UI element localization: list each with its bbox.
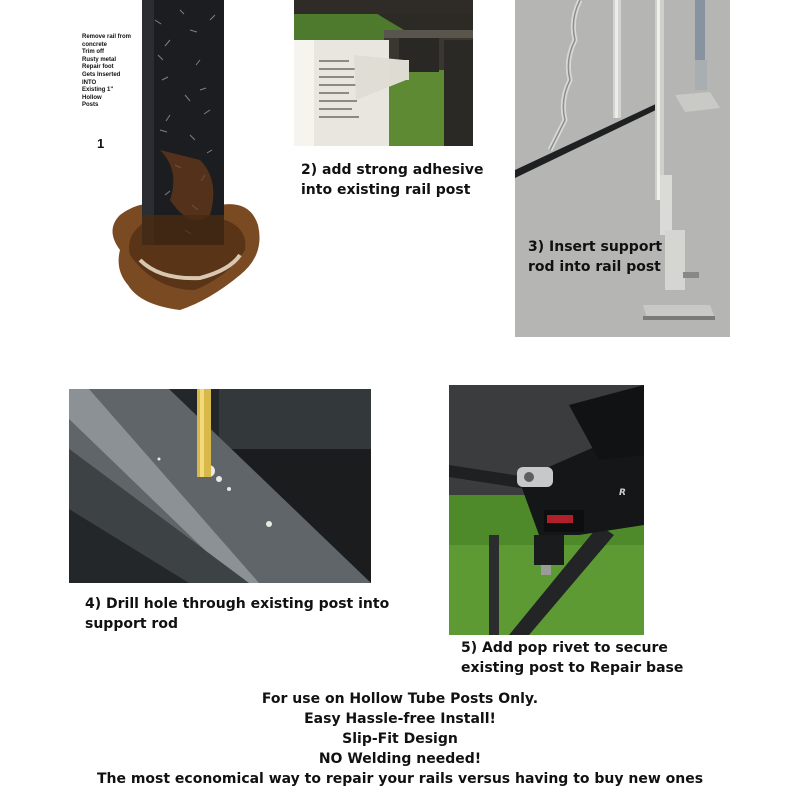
step4-caption-line: support rod xyxy=(85,616,178,632)
step1-note-line: concrete xyxy=(82,41,108,48)
svg-text:R: R xyxy=(619,488,626,498)
step5-caption-line: existing post to Repair base xyxy=(461,660,684,676)
feature-line: The most economical way to repair your rails versus having to buy new ones xyxy=(96,771,704,787)
drill-photo xyxy=(69,389,371,583)
feature-line: NO Welding needed! xyxy=(318,751,482,767)
step1-note-line: Trim off xyxy=(82,49,104,56)
step1-note-line: Gets Inserted xyxy=(82,71,121,78)
step5-caption xyxy=(461,638,683,678)
step1-number: 1 xyxy=(97,136,105,151)
step4-caption-line: 4) Drill hole through existing post into xyxy=(85,596,390,612)
step1-note-line: Posts xyxy=(82,102,99,109)
step1-note-line: Repair foot xyxy=(82,64,114,71)
feature-line: For use on Hollow Tube Posts Only. xyxy=(261,691,539,707)
step3-caption-line: 3) Insert support xyxy=(528,239,663,255)
step1-note-line: Rusty metal xyxy=(82,56,117,63)
feature-line: Easy Hassle-free Install! xyxy=(304,711,496,727)
step2-caption-line: 2) add strong adhesive xyxy=(301,162,484,178)
adhesive-photo xyxy=(294,0,473,146)
step3-caption xyxy=(528,237,662,277)
step1-note-line: Hollow xyxy=(82,94,102,101)
product-features xyxy=(0,689,800,789)
step2-caption xyxy=(301,160,483,200)
step1-note-line: INTO xyxy=(82,79,97,86)
feature-line: Slip-Fit Design xyxy=(342,731,458,747)
step5-caption-line: 5) Add pop rivet to secure xyxy=(461,640,668,656)
step1-note-line: Existing 1" xyxy=(82,87,114,94)
step3-caption-line: rod into rail post xyxy=(528,259,661,275)
support-rod-photo xyxy=(515,0,730,337)
rivet-photo xyxy=(449,385,644,635)
step1-note-line: Remove rail from xyxy=(82,34,132,40)
step4-caption xyxy=(85,594,389,634)
step2-caption-line: into existing rail post xyxy=(301,182,471,198)
step1-note xyxy=(82,34,152,110)
